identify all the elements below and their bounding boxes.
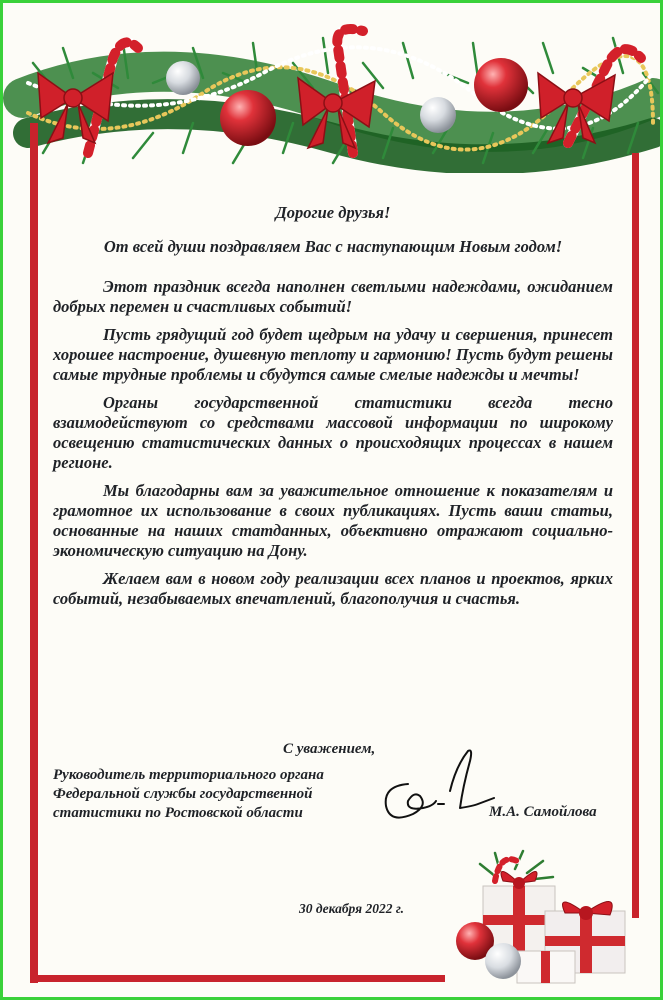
christmas-garland-icon [3, 3, 663, 173]
paragraph: Мы благодарны вам за уважительное отношение к показателям и грамотное их использование в своих публикациях. Пусть ваши статьи, основанные на наших статданных, объективно отражают социально-экономическую ситуацию на Дону. [53, 481, 613, 560]
paragraph: Органы государственной статистики всегда тесно взаимодействуют со средствами массовой информации по широкому освещению статистических данных о происходящих процессах в нашем регионе. [53, 393, 613, 472]
regards: С уважением, [283, 741, 376, 757]
paragraph: Этот праздник всегда наполнен светлыми надеждами, ожиданием добрых перемен и счастливых событий! [53, 277, 613, 316]
gift-boxes-icon [455, 841, 635, 991]
paragraph: Пусть грядущий год будет щедрым на удачу и свершения, принесет хорошее настроение, душевную теплоту и гармонию! Пусть будут решены самые трудные проблемы и сбудутся самые смелые надежды и мечты! [53, 325, 613, 384]
letter-date: 30 декабря 2022 г. [299, 901, 405, 916]
position-line: Руководитель территориального органа [53, 767, 324, 783]
position-line: Федеральной службы государственной [53, 786, 313, 802]
paragraph: Желаем вам в новом году реализации всех планов и проектов, ярких событий, незабываемых впечатлений, благополучия и счастья. [53, 569, 613, 608]
position-line: статистики по Ростовской области [53, 805, 303, 821]
letter-body [53, 203, 613, 617]
frame-line-bottom [30, 975, 445, 982]
signature-icon [378, 746, 498, 826]
frame-line-left [30, 123, 38, 983]
signer-position [53, 766, 373, 823]
frame-line-right [632, 153, 639, 918]
signer-name: М.А. Самойлова [489, 804, 597, 820]
intro-line: От всей души поздравляем Вас с наступающим Новым годом! [103, 237, 563, 256]
greeting: Дорогие друзья! [275, 203, 391, 222]
